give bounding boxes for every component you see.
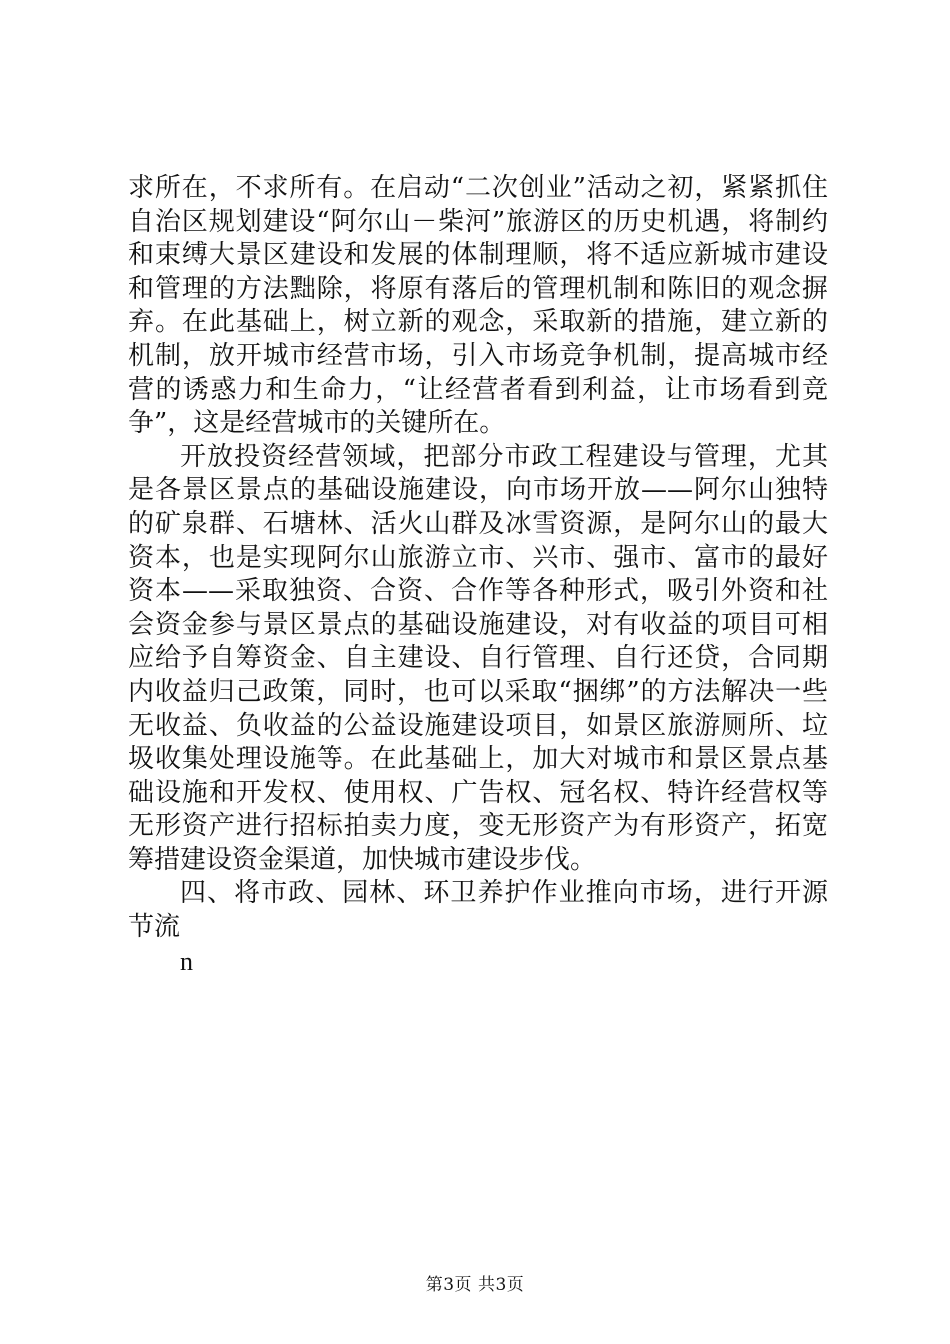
paragraph-1: 求所在，不求所有。在启动“二次创业”活动之初，紧紧抓住自治区规划建设“阿尔山－柴河”旅游区的历史机遇，将制约和束缚大景区建设和发展的体制理顺，将不适应新城市建设和管理的方法黜除，将原有落后的管理机制和陈旧的观念摒弃。在此基础上，树立新的观念，采取新的措施，建立新的机制，放开城市经营市场，引入市场竞争机制，提高城市经营的诱惑力和生命力，“让经营者看到利益，让市场看到竞争”，这是经营城市的关键所在。 <box>128 173 828 439</box>
stray-character: n <box>180 946 193 976</box>
section-heading-paragraph: 四、将市政、园林、环卫养护作业推向市场，进行开源节流 <box>128 878 828 943</box>
page-footer: 第3页 共3页 <box>425 1275 525 1295</box>
document-body <box>128 172 828 978</box>
paragraph-2: 开放投资经营领域，把部分市政工程建设与管理，尤其是各景区景点的基础设施建设，向市场开放——阿尔山独特的矿泉群、石塘林、活火山群及冰雪资源，是阿尔山的最大资本，也是实现阿尔山旅游立市、兴市、强市、富市的最好资本——采取独资、合资、合作等各种形式，吸引外资和社会资金参与景区景点的基础设施建设，对有收益的项目可相应给予自筹资金、自主建设、自行管理、自行还贷，合同期内收益归己政策，同时，也可以采取“捆绑”的方法解决一些无收益、负收益的公益设施建设项目，如景区旅游厕所、垃圾收集处理设施等。在此基础上，加大对城市和景区景点基础设施和开发权、使用权、广告权、冠名权、特许经营权等无形资产进行招标拍卖力度，变无形资产为有形资产，拓宽筹措建设资金渠道，加快城市建设步伐。 <box>128 441 828 875</box>
